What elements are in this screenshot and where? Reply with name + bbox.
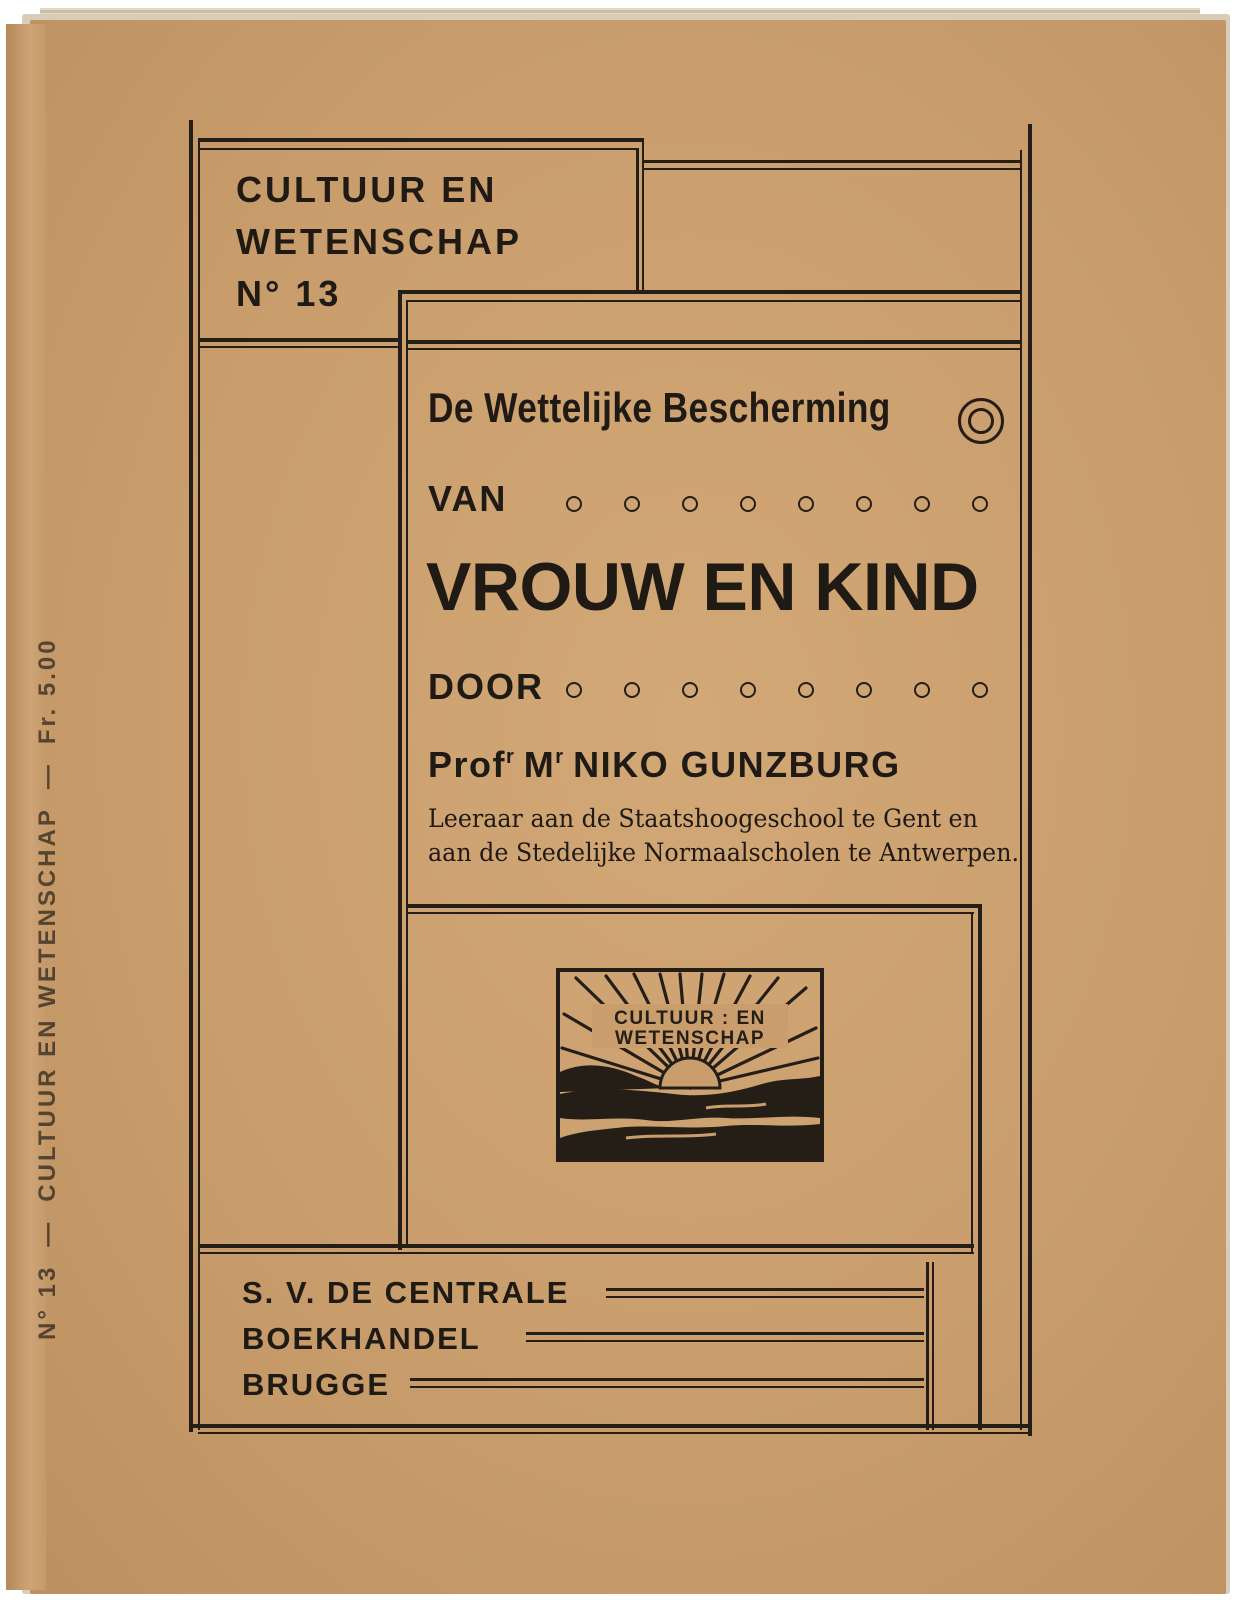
series-line-2: WETENSCHAP xyxy=(236,221,523,262)
publisher-rule-2a xyxy=(526,1332,924,1335)
main-title: VROUW EN KIND xyxy=(426,549,979,625)
author-description xyxy=(428,802,1019,870)
top-right-rule xyxy=(644,160,1022,163)
circle-icon xyxy=(972,496,988,512)
spine-text: N° 13—CULTUUR EN WETENSCHAP—Fr. 5.00 xyxy=(34,637,61,1340)
publisher-rule-2b xyxy=(526,1340,924,1342)
frame-top-inner xyxy=(198,148,636,150)
series-box-right xyxy=(636,148,639,292)
emblem-line-2: WETENSCHAP xyxy=(614,1028,766,1049)
bullseye-ornament-icon xyxy=(958,398,1004,444)
frame-bottom-2 xyxy=(198,1432,1032,1434)
circle-icon xyxy=(682,496,698,512)
top-right-rule-2 xyxy=(644,168,1022,170)
author-desc-line-2: aan de Stedelijke Normaalscholen te Antwerpen. xyxy=(428,838,1020,867)
title-pre: De Wettelijke Bescherming xyxy=(428,384,891,431)
circle-icon xyxy=(798,496,814,512)
publisher-box-top xyxy=(198,1244,974,1248)
series-label xyxy=(236,164,522,320)
emblem-box-right xyxy=(978,904,982,1430)
sunrise-emblem-icon xyxy=(556,968,824,1162)
author-prefix-prof: Prof xyxy=(428,744,506,785)
title-box-left-inner xyxy=(406,300,408,1248)
author-prefix-mr: M xyxy=(523,744,556,785)
circle-icon xyxy=(740,682,756,698)
circle-icon xyxy=(682,682,698,698)
dot-row-door xyxy=(566,682,988,698)
author-fullname: NIKO GUNZBURG xyxy=(573,744,901,785)
series-box-bottom-2 xyxy=(198,346,402,348)
spine-number: N° 13 xyxy=(34,1264,61,1340)
circle-icon xyxy=(914,496,930,512)
emblem-box-right-inner xyxy=(971,912,973,1252)
circle-icon xyxy=(624,682,640,698)
publisher-rule-1b xyxy=(606,1296,924,1298)
author-desc-line-1: Leeraar aan de Staatshoogeschool te Gent en xyxy=(428,804,978,833)
frame-top xyxy=(198,138,644,142)
emblem-box-top-2 xyxy=(406,912,974,914)
spine-title: CULTUUR EN WETENSCHAP xyxy=(34,807,61,1202)
publisher-box-right xyxy=(926,1262,929,1430)
circle-icon xyxy=(914,682,930,698)
series-box-bottom xyxy=(198,338,402,342)
title-box-inner-top xyxy=(406,340,1022,344)
circle-icon xyxy=(972,682,988,698)
frame-bottom xyxy=(189,1424,1032,1428)
publisher-line-1: S. V. DE CENTRALE xyxy=(242,1275,570,1310)
emblem-line-1: CULTUUR : EN xyxy=(614,1008,766,1029)
publisher-rule-1a xyxy=(606,1288,924,1291)
publisher-box-right-2 xyxy=(932,1262,934,1430)
spine-price: Fr. 5.00 xyxy=(34,637,61,745)
title-box-inner-top-2 xyxy=(406,348,1022,350)
publisher-line-2: BOEKHANDEL xyxy=(242,1321,481,1356)
title-box-left xyxy=(398,290,402,1250)
series-number: N° 13 xyxy=(236,273,342,314)
circle-icon xyxy=(856,682,872,698)
circle-icon xyxy=(566,682,582,698)
circle-icon xyxy=(740,496,756,512)
circle-icon xyxy=(624,496,640,512)
publisher-rule-3b xyxy=(410,1386,924,1388)
publisher-line-3: BRUGGE xyxy=(242,1367,391,1402)
title-van: VAN xyxy=(428,478,508,519)
publisher-rule-3a xyxy=(410,1378,924,1381)
circle-icon xyxy=(798,682,814,698)
emblem-box-top xyxy=(406,904,982,908)
circle-icon xyxy=(856,496,872,512)
author-name xyxy=(428,744,901,786)
frame-outer-left-inner xyxy=(198,140,200,1430)
dot-row-van xyxy=(566,496,988,512)
circle-icon xyxy=(566,496,582,512)
series-line-1: CULTUUR EN xyxy=(236,169,498,210)
frame-outer-left xyxy=(189,120,193,1432)
publisher-box-top-2 xyxy=(198,1252,974,1254)
frame-outer-right xyxy=(1028,124,1032,1436)
author-prefix-sup: r xyxy=(555,746,564,768)
title-door: DOOR xyxy=(428,666,544,707)
author-prefix-sup: r xyxy=(506,746,514,768)
